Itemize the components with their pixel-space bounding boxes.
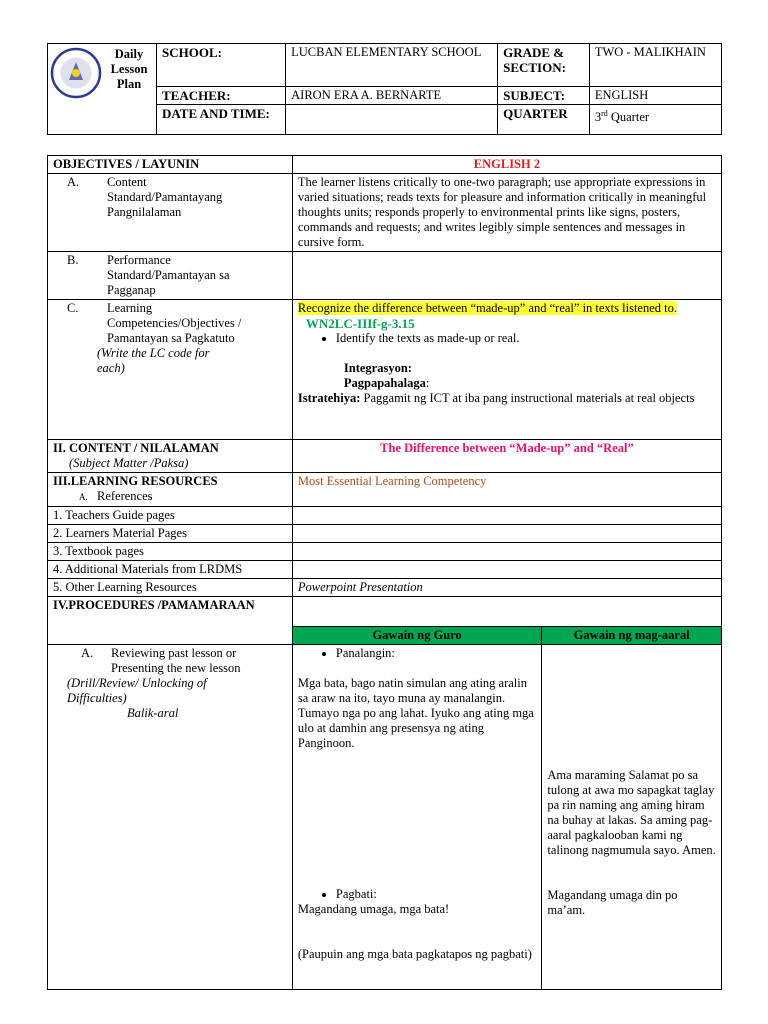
content-sub: (Subject Matter /Paksa) (69, 456, 189, 470)
content-standard-value: The learner listens critically to one-two paragraph; use appropriate expressions in varied situations; reads texts for pleasure and information critically in meaningful thoughts units; responds properly to environmental prints like signs, posters, commands and requests; and writes legibly simple sentences and messages in cursive form. (292, 174, 721, 252)
resources-value: Most Essential Learning Competency (292, 473, 721, 507)
resource-row-value: Powerpoint Presentation (292, 579, 721, 597)
content-heading: II. CONTENT / NILALAMAN (53, 441, 219, 455)
performance-standard-label-cell (48, 252, 293, 300)
teacher-activity-cell (292, 645, 541, 990)
competency-code: WN2LC-IIIf-g-3.15 (305, 316, 415, 331)
learning-competencies-label-cell (48, 300, 293, 440)
lesson-plan-table (47, 155, 722, 990)
procedure-a-sub: Balik-aral (127, 706, 179, 720)
quarter-value: 3rd Quarter (589, 105, 721, 135)
student-activity-cell (542, 645, 722, 990)
performance-standard-label: Performance Standard/Pamantayan sa Pagganap (107, 253, 230, 297)
teacher-bullet-panalangin: • Panalangin: (336, 646, 536, 661)
subject-value: ENGLISH (589, 87, 721, 105)
date-value (286, 105, 498, 135)
student-greeting-text: Magandang umaga din po ma’am. (547, 888, 678, 917)
grade-label: GRADE & SECTION: (498, 44, 590, 87)
resource-row-label: 2. Learners Material Pages (48, 525, 293, 543)
subject-label: SUBJECT: (498, 87, 590, 105)
date-label: DATE AND TIME: (157, 105, 286, 135)
performance-standard-value (292, 252, 721, 300)
header-logo-cell (48, 44, 157, 135)
col-teacher-header: Gawain ng Guro (292, 627, 541, 645)
procedure-a-note: (Drill/Review/ Unlocking of Difficulties) (67, 676, 207, 705)
student-prayer-text: Ama maraming Salamat po sa tulong at awa mo sapagkat taglay pa rin naming ang aming hiram na buhay at lakas. Sa aming pag-aaral pagkalooban kami ng talinong nagmumula sayo. Amen. (547, 768, 716, 857)
procedures-blank (292, 597, 721, 627)
competency-text: Recognize the difference between “made-up” and “real” in texts listened to. (297, 301, 677, 315)
item-letter: C. (67, 301, 79, 315)
school-label: SCHOOL: (157, 44, 286, 87)
lc-code-note: (Write the LC code for each) (97, 346, 210, 375)
procedure-a-label: Reviewing past lesson or Presenting the new lesson (111, 646, 241, 675)
resource-row-label: 4. Additional Materials from LRDMS (48, 561, 293, 579)
procedure-a-label-cell (48, 645, 293, 990)
teacher-bullet-pagbati: • Pagbati: (336, 887, 536, 902)
learning-competencies-label: Learning Competencies/Objectives / Pamantayan sa Pagkatuto (107, 301, 242, 345)
resources-heading: III.LEARNING RESOURCES (53, 474, 218, 488)
content-value: The Difference between “Made-up” and “Real” (292, 440, 721, 473)
content-label-cell (48, 440, 293, 473)
pagpapahalaga-label: Pagpapahalaga: (343, 376, 430, 390)
integrasyon-label: Integrasyon: (343, 361, 412, 375)
teacher-prayer-text: Mga bata, bago natin simulan ang ating aralin sa araw na ito, tayo muna ay manalangin. Tumayo nga po ang lahat. Iyuko ang ating mga ulo at damhin ang presensya ng ating Panginoon. (297, 676, 534, 750)
teacher-value: AIRON ERA A. BERNARTE (286, 87, 498, 105)
teacher-greeting-text: Magandang umaga, mga bata! (297, 902, 450, 916)
quarter-label: QUARTER (498, 105, 590, 135)
item-letter: A. (81, 646, 94, 660)
content-standard-label-cell (48, 174, 293, 252)
competency-bullet: • Identify the texts as made-up or real. (336, 331, 716, 346)
item-letter: B. (67, 253, 79, 267)
header-table (47, 43, 722, 135)
plan-title: Daily Lesson Plan (110, 47, 148, 91)
teacher-instruction-text: (Paupuin ang mga bata pagkatapos ng pagbati) (297, 947, 532, 961)
item-letter: A. (67, 175, 80, 189)
resource-row-label: 1. Teachers Guide pages (48, 507, 293, 525)
col-student-header: Gawain ng mag-aaral (542, 627, 722, 645)
resource-row-value (292, 525, 721, 543)
resource-row-label: 5. Other Learning Resources (48, 579, 293, 597)
objectives-heading: OBJECTIVES / LAYUNIN (48, 156, 293, 174)
subject-heading: ENGLISH 2 (292, 156, 721, 174)
deped-seal-logo (50, 47, 102, 99)
resource-row-value (292, 507, 721, 525)
grade-value: TWO - MALIKHAIN (589, 44, 721, 87)
learning-competencies-value (292, 300, 721, 440)
references-label: A. References (79, 489, 153, 503)
resource-row-value (292, 561, 721, 579)
istratehiya-text: Istratehiya: Paggamit ng ICT at iba pang instructional materials at real objects (297, 391, 695, 405)
resource-row-label: 3. Textbook pages (48, 543, 293, 561)
resources-label-cell (48, 473, 293, 507)
teacher-label: TEACHER: (157, 87, 286, 105)
procedures-heading: IV.PROCEDURES /PAMAMARAAN (48, 597, 293, 645)
school-value: LUCBAN ELEMENTARY SCHOOL (286, 44, 498, 87)
resource-row-value (292, 543, 721, 561)
content-standard-label: Content Standard/Pamantayang Pangnilalaman (107, 175, 223, 219)
